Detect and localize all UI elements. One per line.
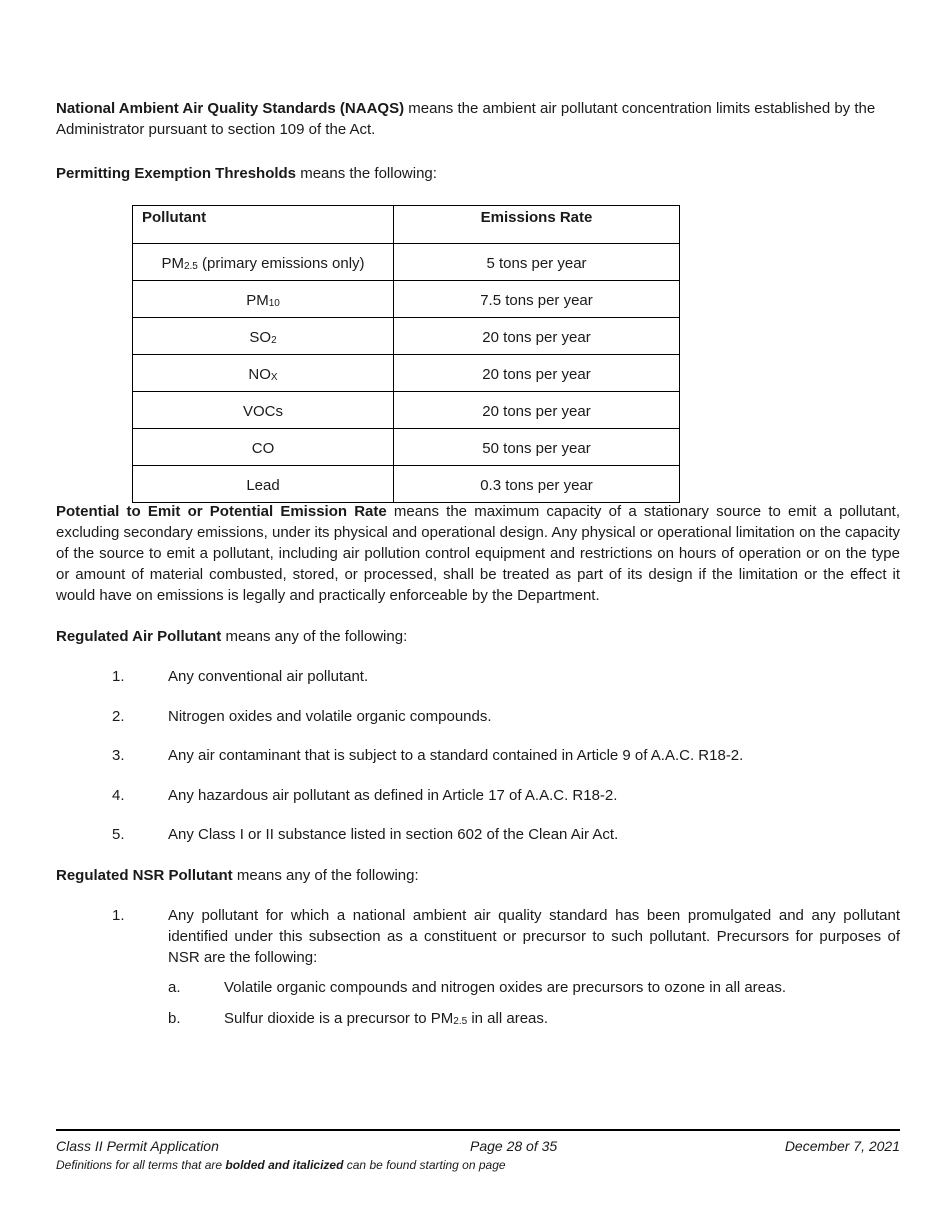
list-number: 5. — [112, 826, 125, 843]
list-number: 1. — [112, 907, 125, 924]
table-row — [133, 392, 680, 429]
pet-definition — [56, 163, 900, 184]
list-text: Volatile organic compounds and nitrogen oxides are precursors to ozone in all areas. — [224, 979, 787, 996]
list-letter: a. — [168, 979, 181, 996]
pollutant-cell — [133, 355, 394, 392]
pollutant-cell — [133, 466, 394, 503]
table-row — [133, 281, 680, 318]
pollutant-name: PM — [161, 255, 184, 272]
emissions-rate-cell: 20 tons per year — [394, 392, 680, 429]
list-text: Any conventional air pollutant. — [168, 668, 369, 685]
pollutant-name: VOCs — [242, 403, 283, 420]
list-text: Any hazardous air pollutant as defined in Article 17 of A.A.C. R18-2. — [168, 786, 618, 804]
pollutant-name: CO — [251, 440, 275, 457]
pollutant-name: PM — [246, 292, 269, 309]
list-text: Nitrogen oxides and volatile organic compounds. — [168, 707, 492, 725]
pollutant-note: (primary emissions only) — [197, 255, 365, 272]
emissions-rate-cell: 7.5 tons per year — [394, 281, 680, 318]
table-header-row — [133, 206, 680, 244]
emissions-rate-cell: 50 tons per year — [394, 429, 680, 466]
list-text — [224, 1008, 900, 1029]
footer-date: December 7, 2021 — [784, 1138, 900, 1154]
nsr-definition — [56, 865, 900, 886]
pte-term: Potential to Emit or Potential Emission Rate — [56, 503, 387, 520]
nsr-text: means any of the following: — [232, 867, 419, 884]
pet-text: means the following: — [296, 165, 437, 182]
list-text: Any pollutant for which a national ambient air quality standard has been promulgated and any pollutant identified under this subsection as a constituent or precursor to such pollutant. Precursors for purposes of NSR are the following: — [168, 907, 900, 966]
footer-page-number: Page 28 of 35 — [470, 1138, 558, 1154]
subitem-b-text: Sulfur dioxide is a precursor to PM — [224, 1010, 454, 1027]
pte-text: means the maximum capacity of a stationary source to emit a pollutant, excluding secondary emissions, under its physical and operational design. Any physical or operational limitation on the capacity of the source to emit a pollutant, including air pollution control equipment and restrictions on hours of operation or on the type or amount of material combusted, stored, or processed, shall be treated as part of its design if the limitation or the effect it would have on emissions is legally and practically enforceable by the Department. — [56, 503, 900, 604]
pollutant-cell — [133, 318, 394, 355]
pollutant-cell — [133, 429, 394, 466]
list-number: 1. — [112, 668, 125, 685]
rap-definition — [56, 626, 900, 647]
footer-note — [56, 1158, 900, 1172]
pet-term: Permitting Exemption Thresholds — [56, 165, 297, 182]
list-letter: b. — [168, 1010, 181, 1027]
footer-title: Class II Permit Application — [56, 1138, 219, 1154]
pollutant-subscript: 2.5 — [183, 261, 198, 272]
naaqs-text: means the ambient air pollutant concentration limits established by the Administrator pursuant to section 109 of the Act. — [56, 100, 876, 138]
footer-note-bold: bolded and italicized — [225, 1158, 344, 1172]
list-number: 2. — [112, 707, 125, 725]
list-text: Any Class I or II substance listed in section 602 of the Clean Air Act. — [168, 826, 619, 843]
pte-definition — [56, 501, 900, 606]
table-row — [133, 466, 680, 503]
rap-term: Regulated Air Pollutant — [56, 628, 222, 645]
naaqs-term: National Ambient Air Quality Standards (NAAQS) — [56, 100, 405, 117]
nsr-term: Regulated NSR Pollutant — [56, 867, 233, 884]
list-text: Any air contaminant that is subject to a standard contained in Article 9 of A.A.C. R18-2. — [168, 747, 744, 764]
naaqs-definition — [56, 98, 900, 140]
emissions-rate-cell: 20 tons per year — [394, 318, 680, 355]
pollutant-subscript: 10 — [268, 298, 280, 309]
emissions-rate-header: Emissions Rate — [394, 206, 680, 244]
footer-note-text-end: can be found starting on page — [343, 1158, 506, 1172]
pollutant-cell — [133, 392, 394, 429]
rap-text: means any of the following: — [221, 628, 408, 645]
pollutant-name: NO — [248, 366, 271, 383]
pollutant-name: SO — [249, 329, 272, 346]
pollutant-name: Lead — [246, 477, 280, 494]
footer-note-text: Definitions for all terms that are — [56, 1158, 226, 1172]
subitem-b-text-end: in all areas. — [467, 1010, 549, 1027]
emissions-rate-cell: 0.3 tons per year — [394, 466, 680, 503]
table-row — [133, 318, 680, 355]
emissions-rate-cell: 20 tons per year — [394, 355, 680, 392]
pollutant-subscript: 2 — [271, 335, 277, 346]
footer-rule — [56, 1129, 900, 1131]
emissions-rate-cell: 5 tons per year — [394, 244, 680, 281]
table-row — [133, 429, 680, 466]
pollutant-subscript: X — [270, 372, 278, 383]
table-row — [133, 355, 680, 392]
pollutant-cell — [133, 281, 394, 318]
subitem-b-subscript: 2.5 — [453, 1016, 468, 1027]
list-number: 4. — [112, 786, 125, 804]
pollutant-cell — [133, 244, 394, 281]
list-number: 3. — [112, 747, 125, 764]
table-row — [133, 244, 680, 281]
exemption-thresholds-table — [132, 205, 680, 503]
pollutant-header: Pollutant — [133, 206, 394, 244]
